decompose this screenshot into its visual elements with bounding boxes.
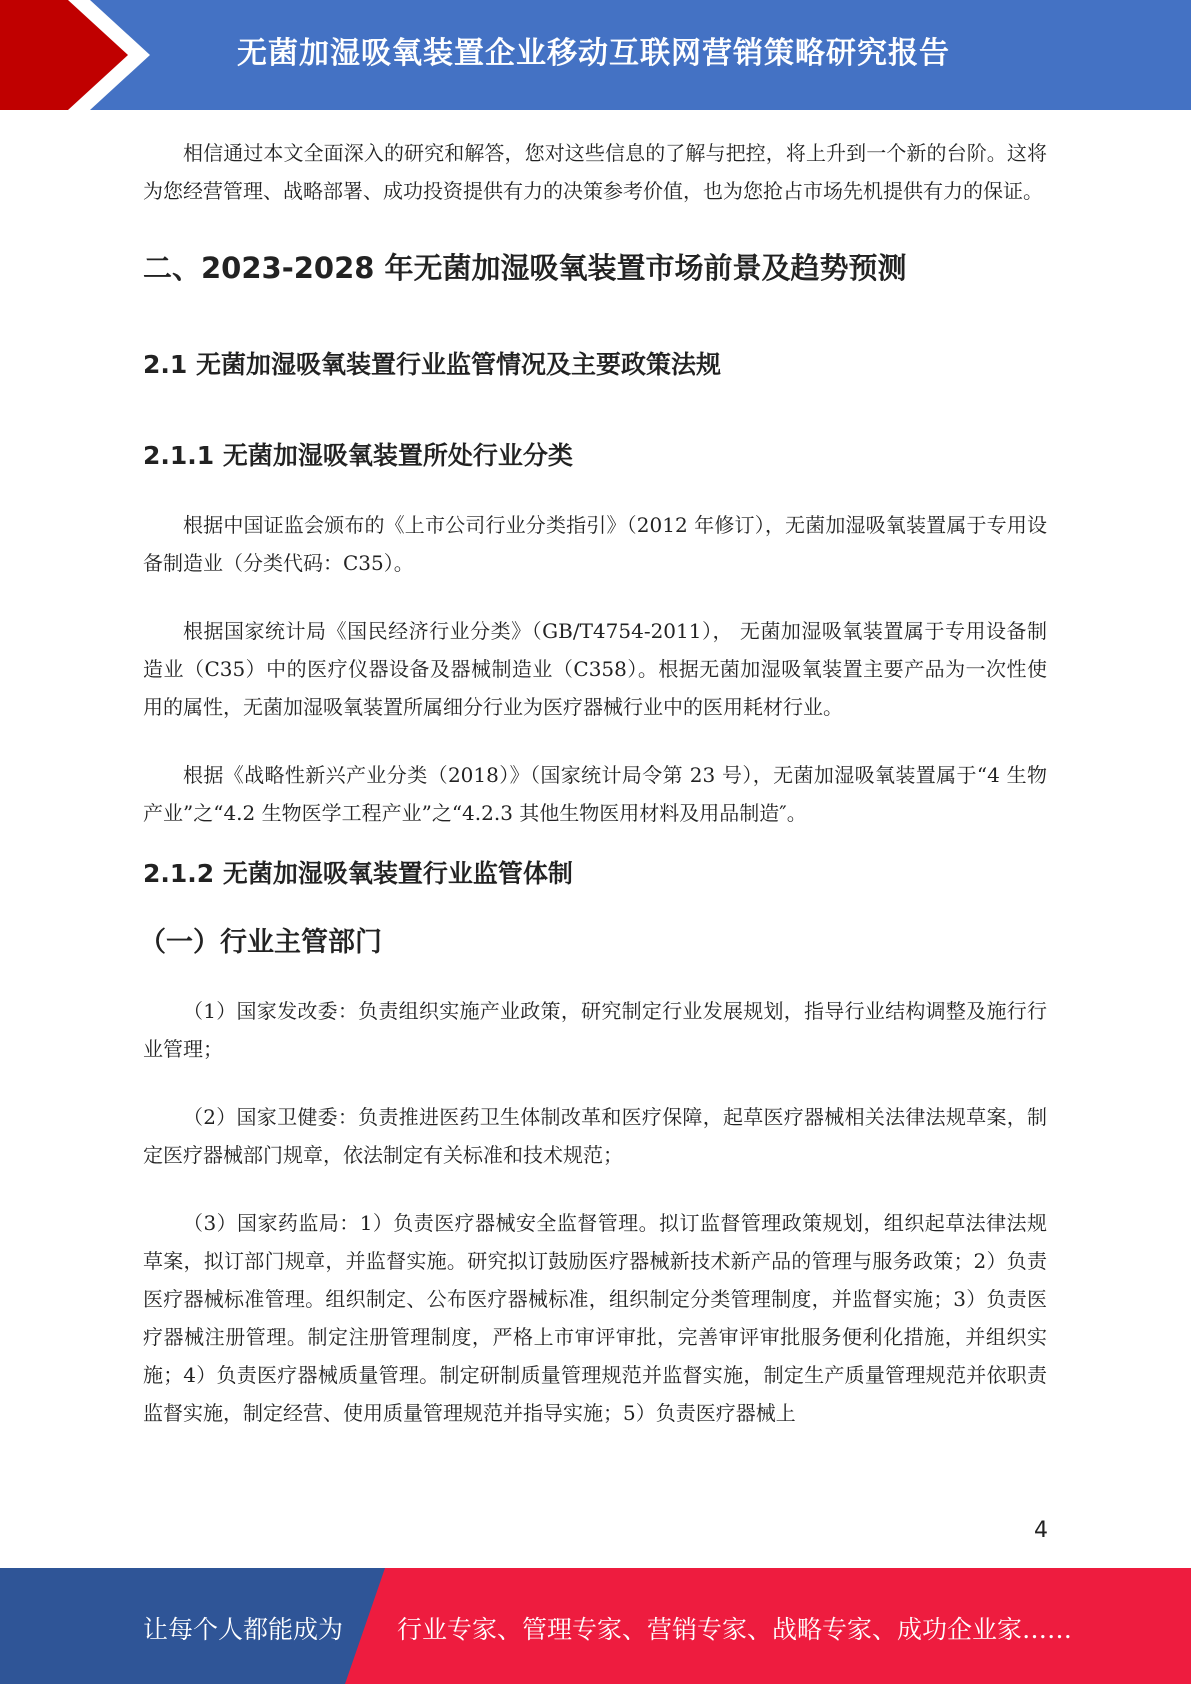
paragraph-industry-classification-nbs: 根据国家统计局《国民经济行业分类》（GB/T4754-2011）， 无菌加湿吸氧装置属于专用设备制造业（C35）中的医疗仪器设备及器械制造业（C358）。根据无菌加湿吸氧装置主要产品为一次性使用的属性，无菌加湿吸氧装置所属细分行业为医疗器械行业中的医用耗材行业。	[143, 619, 1047, 719]
section-2-1-heading: 2.1 无菌加湿吸氧装置行业监管情况及主要政策法规	[143, 350, 721, 379]
section-2-1-2-heading: 2.1.2 无菌加湿吸氧装置行业监管体制	[143, 859, 573, 888]
page-content	[139, 134, 1047, 1432]
paragraph-industry-classification-csrc: 根据中国证监会颁布的《上市公司行业分类指引》（2012 年修订），无菌加湿吸氧装置属于专用设备制造业（分类代码：C35）。	[143, 513, 1047, 575]
header-band	[0, 0, 1191, 110]
paragraph-nhc: （2）国家卫健委：负责推进医药卫生体制改革和医疗保障，起草医疗器械相关法律法规草案，制定医疗器械部门规章，依法制定有关标准和技术规范；	[143, 1105, 1047, 1167]
footer-slogan-right: 行业专家、管理专家、营销专家、战略专家、成功企业家……	[397, 1615, 1073, 1644]
subsection-authorities-heading: （一）行业主管部门	[139, 927, 382, 958]
paragraph-ndrc: （1）国家发改委：负责组织实施产业政策，研究制定行业发展规划，指导行业结构调整及施行行业管理；	[143, 999, 1047, 1061]
page-number: 4	[1034, 1518, 1048, 1543]
footer-band	[0, 1568, 1191, 1684]
section-2-heading: 二、2023-2028 年无菌加湿吸氧装置市场前景及趋势预测	[143, 251, 907, 285]
section-2-1-1-heading: 2.1.1 无菌加湿吸氧装置所处行业分类	[143, 441, 573, 470]
footer-slogan-left: 让每个人都能成为	[143, 1615, 344, 1644]
paragraph-strategic-industry: 根据《战略性新兴产业分类（2018）》（国家统计局令第 23 号），无菌加湿吸氧装置属于“4 生物产业”之“4.2 生物医学工程产业”之“4.2.3 其他生物医用材料及用品制造″。	[143, 763, 1047, 825]
report-title: 无菌加湿吸氧装置企业移动互联网营销策略研究报告	[237, 36, 950, 71]
intro-paragraph: 相信通过本文全面深入的研究和解答，您对这些信息的了解与把控，将上升到一个新的台阶。这将为您经营管理、战略部署、成功投资提供有力的决策参考价值，也为您抢占市场先机提供有力的保证。	[143, 141, 1047, 203]
paragraph-nmpa: （3）国家药监局：1）负责医疗器械安全监督管理。拟订监督管理政策规划，组织起草法律法规草案，拟订部门规章，并监督实施。研究拟订鼓励医疗器械新技术新产品的管理与服务政策；2）负责医疗器械标准管理。组织制定、公布医疗器械标准，组织制定分类管理制度，并监督实施；3）负责医疗器械注册管理。制定注册管理制度，严格上市审评审批，完善审评审批服务便利化措施，并组织实施；4）负责医疗器械质量管理。制定研制质量管理规范并监督实施，制定生产质量管理规范并依职责监督实施，制定经营、使用质量管理规范并指导实施；5）负责医疗器械上	[143, 1211, 1047, 1425]
